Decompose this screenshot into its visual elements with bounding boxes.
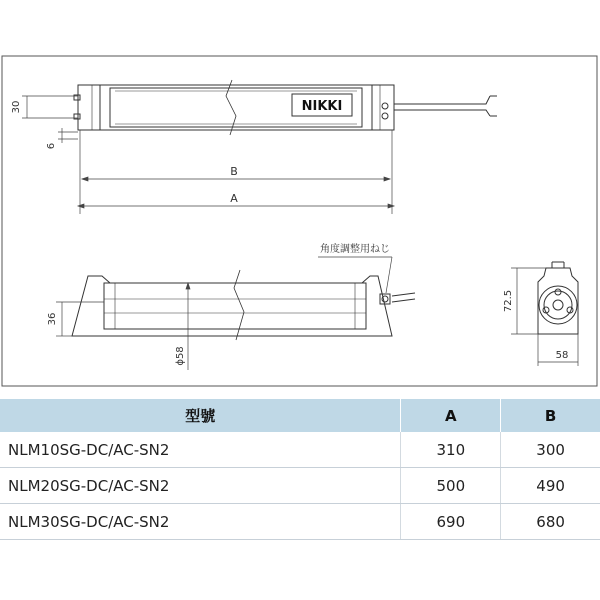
cell-a: 690 [401,504,501,540]
dim-height-top-label: 30 [11,100,22,114]
table-row [0,504,600,540]
cell-model: NLM30SG-DC/AC-SN2 [0,504,401,540]
dim-end-height [511,268,546,334]
dim-height-side-label: 36 [47,312,58,326]
table-row [0,432,600,468]
table-row [0,468,600,504]
dim-end-height-label: 72.5 [503,289,514,313]
top-view [74,80,497,135]
dim-mount [58,128,78,143]
dim-end-width-label: 58 [555,350,569,361]
dim-height-top [22,96,78,118]
cell-b: 300 [501,432,600,468]
header-b: B [501,399,600,432]
angle-screw-label: 角度調整用ねじ [320,244,390,255]
dim-A-label: A [230,192,238,205]
cell-b: 490 [501,468,600,504]
dim-B-label: B [230,165,238,178]
cell-model: NLM20SG-DC/AC-SN2 [0,468,401,504]
dim-diameter [186,283,190,370]
brand-label: NIKKI [301,99,343,114]
cell-a: 500 [401,468,501,504]
dim-diameter-label: ϕ58 [175,346,186,366]
end-view [538,262,578,334]
dim-mount-label: 6 [46,142,57,150]
side-view [72,270,415,340]
spec-table [0,399,600,540]
header-model: 型號 [0,399,401,432]
cell-b: 680 [501,504,600,540]
cell-model: NLM10SG-DC/AC-SN2 [0,432,401,468]
header-a: A [401,399,501,432]
cell-a: 310 [401,432,501,468]
table-header-row [0,399,600,432]
